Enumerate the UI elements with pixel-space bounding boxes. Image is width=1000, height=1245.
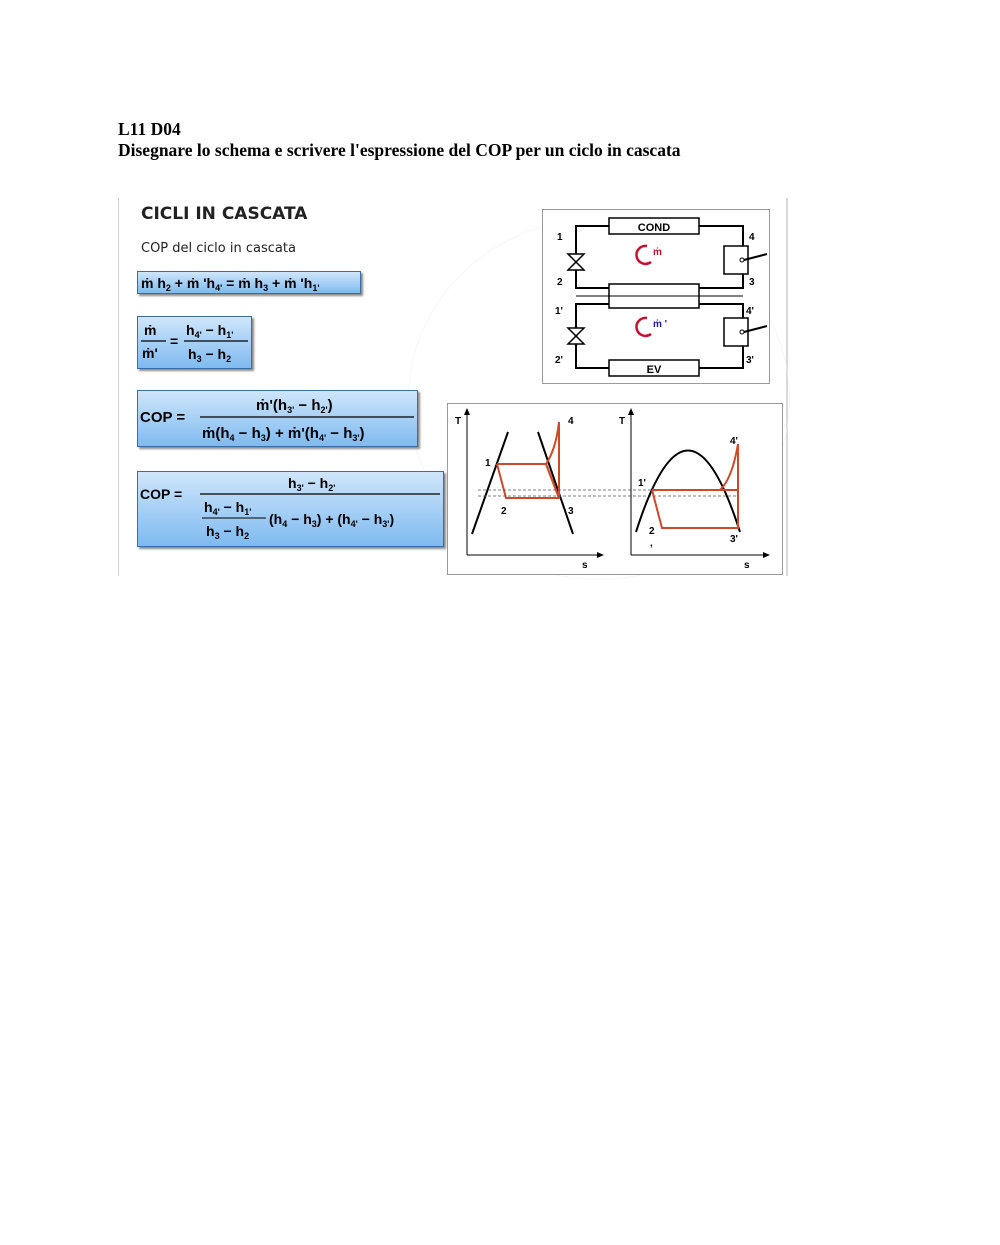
cascade-schematic <box>542 209 770 384</box>
expansion-valve-upper <box>568 254 584 270</box>
equation-cop-mass <box>137 390 418 447</box>
svg-text:ṁ: ṁ <box>144 322 157 338</box>
svg-text:4: 4 <box>749 232 755 243</box>
flow-arrow-lower-icon <box>637 318 651 336</box>
svg-text:3': 3' <box>730 534 738 545</box>
flow-label-upper: ṁ <box>653 247 662 258</box>
equation-cop-enthalpy <box>137 471 444 547</box>
slide-title: CICLI IN CASCATA <box>141 204 308 224</box>
svg-text:,: , <box>650 538 653 549</box>
svg-text:4': 4' <box>730 436 738 447</box>
svg-text:s: s <box>744 560 750 571</box>
svg-text:h4' − h1': $h_{4'} - h_{1'}$ <box>204 499 252 517</box>
evaporator-label: EV <box>646 364 662 376</box>
svg-text:T: T <box>619 416 626 427</box>
slide-subtitle: COP del ciclo in cascata <box>141 241 296 256</box>
exercise-question: Disegnare lo schema e scrivere l'espressione del COP per un ciclo in cascata <box>118 140 681 160</box>
equation-energy-balance <box>137 271 361 294</box>
svg-text:ṁ(h4 − h3) + ṁ'(h4' − h3'): $ṁ(h_4 - h_3)$ + $ṁ'(h_{4'} - h_{3'})$ <box>202 425 365 443</box>
svg-text:2: 2 <box>649 526 655 537</box>
svg-text:h3 − h2: $h_3 - h_2$ <box>188 346 232 364</box>
svg-text:COP =: COP = <box>140 486 183 502</box>
svg-text:2: 2 <box>557 277 563 288</box>
svg-text:COP =: COP = <box>140 409 186 426</box>
svg-text:4': 4' <box>746 306 754 317</box>
svg-text:s: s <box>582 560 588 571</box>
slide-image <box>118 198 788 576</box>
equation-mass-ratio <box>137 316 252 369</box>
flow-label-lower: ṁ ' <box>653 319 668 330</box>
svg-text:1: 1 <box>557 232 563 243</box>
svg-text:ṁ h2 + ṁ 'h4' = ṁ h3 + ṁ 'h1': ṁ $h_2$ + ṁ '$h_{4'}$ = ṁ $h_3$ + ṁ '$h_{1'}$ <box>141 275 320 293</box>
svg-text:h3 − h2: $h_3 - h_2$ <box>206 523 250 541</box>
svg-text:h3' − h2': $h_{3'} - h_{2'}$ <box>288 475 336 493</box>
svg-text:1: 1 <box>485 458 491 469</box>
svg-text:h4' − h1': $h_{4'} - h_{1'}$ <box>186 322 234 340</box>
svg-text:T: T <box>455 416 462 427</box>
document-header <box>118 119 681 161</box>
svg-text:3: 3 <box>749 277 755 288</box>
svg-text:3': 3' <box>746 355 754 366</box>
svg-text:ṁ': ṁ' <box>142 345 158 361</box>
ts-diagrams <box>447 403 783 575</box>
expansion-valve-lower <box>568 328 584 344</box>
svg-text:4: 4 <box>568 416 574 427</box>
svg-text:(h4 − h3) + (h4' − h3'): $(h_4 - h_3) + (h_{4'} - h_{3'})$ <box>269 511 395 529</box>
svg-text:2': 2' <box>555 355 563 366</box>
svg-text:3: 3 <box>568 506 574 517</box>
condenser-label: COND <box>637 222 671 234</box>
exercise-code: L11 D04 <box>118 119 181 139</box>
svg-text:ṁ'(h3' − h2'): $ṁ'(h_{3'} - h_{2'})$ <box>256 397 333 415</box>
slide-left-border <box>118 198 119 576</box>
flow-arrow-upper-icon <box>637 246 651 264</box>
svg-text:1': 1' <box>638 478 646 489</box>
svg-text:=: = <box>170 333 179 349</box>
svg-text:1': 1' <box>555 306 563 317</box>
svg-text:2: 2 <box>501 506 507 517</box>
